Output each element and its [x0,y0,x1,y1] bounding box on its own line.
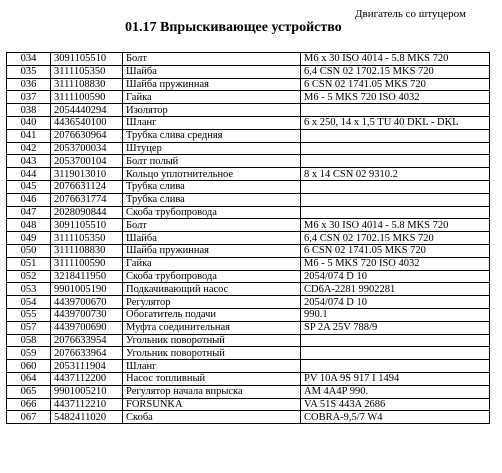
position-cell: 040 [7,116,51,129]
specification-cell [301,193,490,206]
parts-table-body [7,53,490,424]
part-number-cell: 2054440294 [51,104,123,117]
specification-cell: M6 - 5 MKS 720 ISO 4032 [301,91,490,104]
table-row [7,129,490,142]
part-name-cell: Насос топливный [123,372,301,385]
position-cell: 058 [7,334,51,347]
part-number-cell: 3111100590 [51,257,123,270]
table-row [7,360,490,373]
part-name-cell: Шланг [123,360,301,373]
specification-cell: 2054/074 D 10 [301,270,490,283]
part-name-cell: Угольник поворотный [123,334,301,347]
specification-cell: CD6A-2281 9902281 [301,283,490,296]
part-number-cell: 3111108830 [51,78,123,91]
part-name-cell: Болт полый [123,155,301,168]
table-row [7,65,490,78]
part-number-cell: 2076631774 [51,193,123,206]
table-row [7,244,490,257]
part-number-cell: 4437112200 [51,372,123,385]
specification-cell: 8 x 14 CSN 02 9310.2 [301,168,490,181]
position-cell: 038 [7,104,51,117]
part-number-cell: 3218411950 [51,270,123,283]
specification-cell [301,155,490,168]
specification-cell: COBRA-9,5/7 W4 [301,411,490,424]
specification-cell [301,104,490,117]
part-number-cell: 2076633954 [51,334,123,347]
part-name-cell: Болт [123,53,301,66]
part-number-cell: 3111100590 [51,91,123,104]
position-cell: 043 [7,155,51,168]
part-number-cell: 2053111904 [51,360,123,373]
position-cell: 047 [7,206,51,219]
part-name-cell: Регулятор начала впрыска [123,385,301,398]
specification-cell: SP 2A 25V 788/9 [301,321,490,334]
table-row [7,104,490,117]
position-cell: 041 [7,129,51,142]
part-name-cell: Шайба пружинная [123,244,301,257]
position-cell: 046 [7,193,51,206]
part-name-cell: FORSUNKA [123,398,301,411]
page-title: 01.17 Впрыскивающее устройство [125,20,342,35]
specification-cell: 6 CSN 02 1741.05 MKS 720 [301,78,490,91]
part-name-cell: Шайба пружинная [123,78,301,91]
specification-cell [301,129,490,142]
table-row [7,219,490,232]
part-number-cell: 3119013010 [51,168,123,181]
position-cell: 060 [7,360,51,373]
table-row [7,398,490,411]
part-name-cell: Трубка слива [123,180,301,193]
engine-variant-label: Двигатель со штуцером [355,8,466,20]
specification-cell [301,180,490,193]
part-name-cell: Гайка [123,91,301,104]
table-row [7,308,490,321]
specification-cell: M6 - 5 MKS 720 ISO 4032 [301,257,490,270]
part-number-cell: 3091105510 [51,219,123,232]
position-cell: 052 [7,270,51,283]
part-name-cell: Трубка слива [123,193,301,206]
part-name-cell: Регулятор [123,296,301,309]
table-row [7,321,490,334]
part-name-cell: Трубка слива средняя [123,129,301,142]
part-number-cell: 2076630964 [51,129,123,142]
table-row [7,180,490,193]
part-number-cell: 3111105350 [51,65,123,78]
part-number-cell: 4437112210 [51,398,123,411]
specification-cell: 990.1 [301,308,490,321]
table-row [7,142,490,155]
specification-cell [301,347,490,360]
table-row [7,283,490,296]
table-row [7,347,490,360]
position-cell: 044 [7,168,51,181]
part-number-cell: 2028090844 [51,206,123,219]
table-row [7,206,490,219]
table-row [7,53,490,66]
part-name-cell: Шайба [123,65,301,78]
position-cell: 065 [7,385,51,398]
table-row [7,385,490,398]
table-row [7,372,490,385]
part-number-cell: 2053700104 [51,155,123,168]
position-cell: 045 [7,180,51,193]
part-name-cell: Болт [123,219,301,232]
specification-cell: 2054/074 D 10 [301,296,490,309]
specification-cell: 6 CSN 02 1741.05 MKS 720 [301,244,490,257]
position-cell: 057 [7,321,51,334]
part-number-cell: 4436540100 [51,116,123,129]
table-row [7,78,490,91]
table-row [7,91,490,104]
part-name-cell: Угольник поворотный [123,347,301,360]
parts-table [6,52,490,424]
specification-cell: VA 51S 443A 2686 [301,398,490,411]
position-cell: 036 [7,78,51,91]
part-name-cell: Скоба трубопровода [123,270,301,283]
part-name-cell: Кольцо уплотнительное [123,168,301,181]
part-name-cell: Муфта соединительная [123,321,301,334]
part-name-cell: Обогатитель подачи [123,308,301,321]
position-cell: 053 [7,283,51,296]
part-number-cell: 2076631124 [51,180,123,193]
specification-cell: M6 x 30 ISO 4014 - 5.8 MKS 720 [301,53,490,66]
position-cell: 066 [7,398,51,411]
position-cell: 048 [7,219,51,232]
table-row [7,116,490,129]
specification-cell [301,360,490,373]
table-row [7,257,490,270]
part-number-cell: 4439700670 [51,296,123,309]
specification-cell [301,206,490,219]
position-cell: 064 [7,372,51,385]
table-row [7,168,490,181]
specification-cell: M6 x 30 ISO 4014 - 5.8 MKS 720 [301,219,490,232]
specification-cell [301,142,490,155]
position-cell: 042 [7,142,51,155]
part-number-cell: 3111105350 [51,232,123,245]
table-row [7,193,490,206]
specification-cell: PV 10A 9S 917 I 1494 [301,372,490,385]
table-row [7,334,490,347]
position-cell: 050 [7,244,51,257]
specification-cell: 6 x 250, 14 x 1,5 TU 40 DKL - DKL [301,116,490,129]
part-number-cell: 9901005210 [51,385,123,398]
part-number-cell: 2053700034 [51,142,123,155]
table-row [7,155,490,168]
part-name-cell: Гайка [123,257,301,270]
part-number-cell: 3111108830 [51,244,123,257]
part-number-cell: 4439700730 [51,308,123,321]
part-number-cell: 3091105510 [51,53,123,66]
table-row [7,232,490,245]
part-number-cell: 9901005190 [51,283,123,296]
part-name-cell: Скоба [123,411,301,424]
table-row [7,296,490,309]
part-name-cell: Скоба трубопровода [123,206,301,219]
part-number-cell: 4439700690 [51,321,123,334]
part-name-cell: Изолятор [123,104,301,117]
part-name-cell: Шайба [123,232,301,245]
part-name-cell: Штуцер [123,142,301,155]
part-name-cell: Подкачивающий насос [123,283,301,296]
position-cell: 054 [7,296,51,309]
table-row [7,270,490,283]
specification-cell [301,334,490,347]
specification-cell: 6,4 CSN 02 1702.15 MKS 720 [301,65,490,78]
position-cell: 035 [7,65,51,78]
position-cell: 067 [7,411,51,424]
part-number-cell: 2076633964 [51,347,123,360]
specification-cell: 6,4 CSN 02 1702.15 MKS 720 [301,232,490,245]
position-cell: 049 [7,232,51,245]
specification-cell: AM 4A4P 990. [301,385,490,398]
position-cell: 037 [7,91,51,104]
table-row [7,411,490,424]
position-cell: 055 [7,308,51,321]
part-name-cell: Шланг [123,116,301,129]
position-cell: 059 [7,347,51,360]
position-cell: 051 [7,257,51,270]
position-cell: 034 [7,53,51,66]
part-number-cell: 5482411020 [51,411,123,424]
